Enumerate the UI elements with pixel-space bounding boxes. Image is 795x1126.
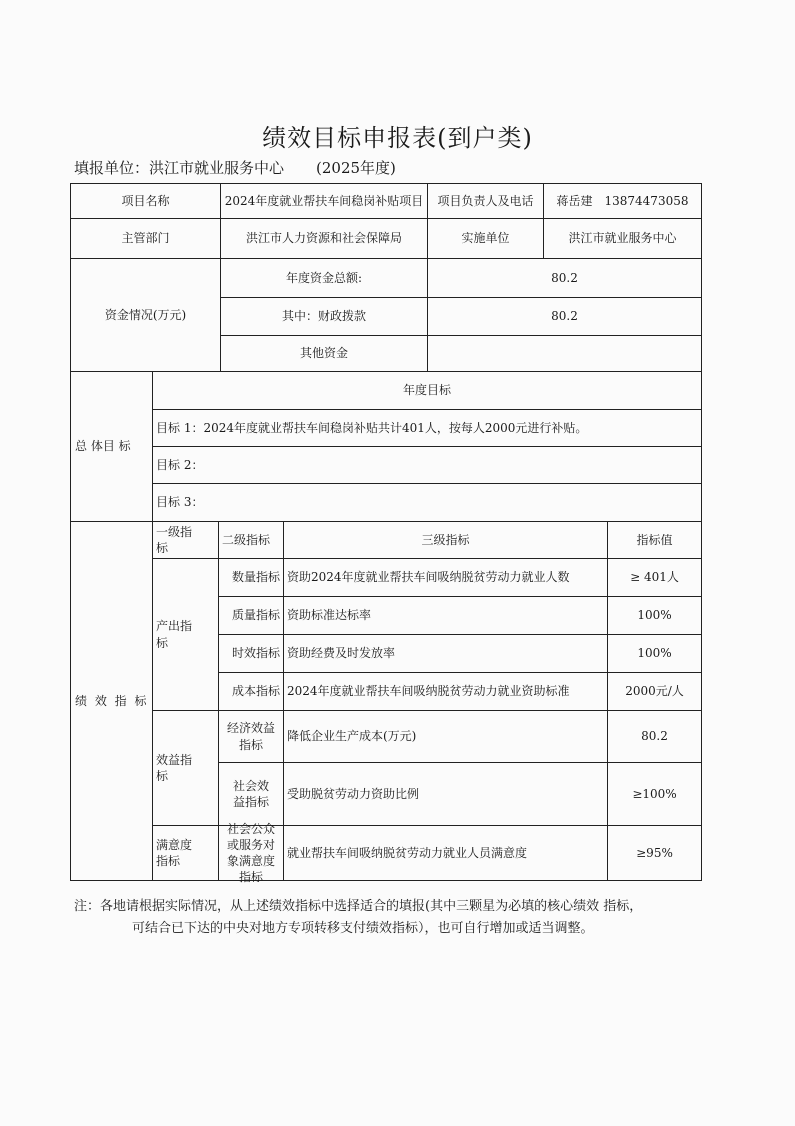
footnote [74, 896, 714, 940]
footnote-line-2: 可结合已下达的中央对地方专项转移支付绩效指标），也可自行增加或适当调整。 [132, 921, 594, 936]
value-economic: 80.2 [607, 710, 702, 763]
value-quantity: ≥ 401人 [607, 558, 702, 597]
level2-quality: 质量指标 [218, 596, 284, 635]
level2-cost: 成本指标 [218, 672, 284, 711]
impl-label: 实施单位 [427, 218, 544, 259]
funding-label: 资金情况(万元) [70, 258, 221, 372]
header-level3: 三级指标 [283, 521, 608, 559]
value-quality: 100% [607, 596, 702, 635]
level3-quantity: 资助2024年度就业帮扶车间吸纳脱贫劳动力就业人数 [283, 558, 608, 597]
funding-other-value [427, 335, 702, 372]
header-level1: 一级指 标 [152, 521, 219, 559]
level2-social: 社会效益指标 [218, 762, 284, 826]
goals-header: 年度目标 [152, 371, 702, 410]
dept-label: 主管部门 [70, 218, 221, 259]
level2-quantity: 数量指标 [218, 558, 284, 597]
funding-total-value: 80.2 [427, 258, 702, 298]
level1-output: 产出指 标 [152, 558, 219, 711]
level3-economic: 降低企业生产成本(万元) [283, 710, 608, 763]
level2-timeliness: 时效指标 [218, 634, 284, 673]
goal-item-2: 目标 2： [152, 446, 702, 484]
level3-satisfaction: 就业帮扶车间吸纳脱贫劳动力就业人员满意度 [283, 825, 608, 881]
funding-fiscal-label: 其中：财政拨款 [220, 297, 428, 336]
year-label: (2025年度) [316, 159, 396, 177]
value-social: ≥100% [607, 762, 702, 826]
header-value: 指标值 [607, 521, 702, 559]
contact-value: 蒋岳建 13874473058 [543, 183, 702, 219]
goals-label: 总 体目 标 [70, 371, 153, 522]
impl-value: 洪江市就业服务中心 [543, 218, 702, 259]
form-title: 绩效目标申报表(到户类) [262, 124, 533, 152]
unit-label: 填报单位：洪江市就业服务中心 [74, 159, 285, 177]
level1-benefit: 效益指 标 [152, 710, 219, 826]
value-satisfaction: ≥95% [607, 825, 702, 881]
project-name-label: 项目名称 [70, 183, 221, 219]
level1-satisfaction: 满意度 指标 [152, 825, 219, 881]
dept-value: 洪江市人力资源和社会保障局 [220, 218, 428, 259]
funding-total-label: 年度资金总额: [220, 258, 428, 298]
goal-item-3: 目标 3： [152, 483, 702, 522]
level3-social: 受助脱贫劳动力资助比例 [283, 762, 608, 826]
level3-quality: 资助标准达标率 [283, 596, 608, 635]
footnote-line-1: 注：各地请根据实际情况，从上述绩效指标中选择适合的填报(其中三颗星为必填的核心绩效 指标， [74, 899, 643, 914]
goal-item-1: 目标 1：2024年度就业帮扶车间稳岗补贴共计401人，按每人2000元进行补贴。 [152, 409, 702, 447]
value-cost: 2000元/人 [607, 672, 702, 711]
indicators-label: 绩 效 指 标 [70, 521, 153, 881]
funding-fiscal-value: 80.2 [427, 297, 702, 336]
funding-other-label: 其他资金 [220, 335, 428, 372]
level3-cost: 2024年度就业帮扶车间吸纳脱贫劳动力就业资助标准 [283, 672, 608, 711]
level2-satisfaction: 社会公众或服务对象满意度指标 [218, 825, 284, 881]
project-name-value: 2024年度就业帮扶车间稳岗补贴项目 [220, 183, 428, 219]
value-timeliness: 100% [607, 634, 702, 673]
contact-label: 项目负责人及电话 [427, 183, 544, 219]
reporting-unit [74, 157, 396, 178]
level3-timeliness: 资助经费及时发放率 [283, 634, 608, 673]
header-level2: 二级指标 [218, 521, 284, 559]
level2-economic: 经济效益指标 [218, 710, 284, 763]
